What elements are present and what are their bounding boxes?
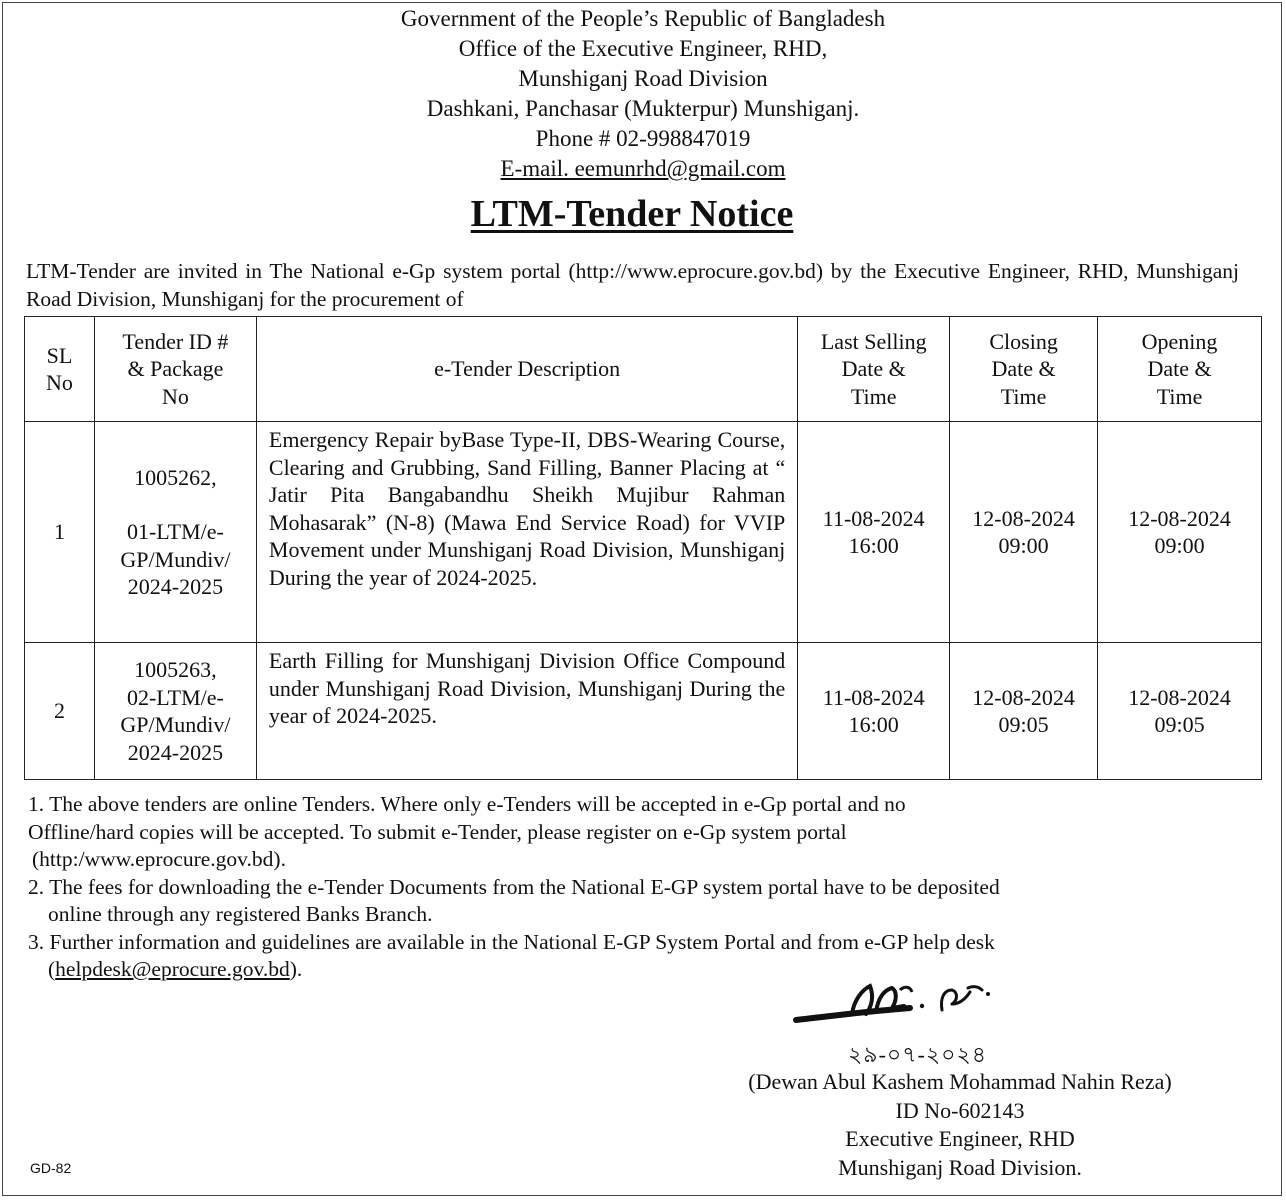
signer-id: ID No-602143 xyxy=(895,1097,1025,1123)
row-closing: 12-08-2024 09:05 xyxy=(950,643,1098,780)
row-closing: 12-08-2024 09:00 xyxy=(950,422,1098,643)
row-opening: 12-08-2024 09:00 xyxy=(1098,422,1262,643)
note-2-line-1: 2. The fees for downloading the e-Tender Documents from the National E-GP system portal have to be deposited xyxy=(28,874,1000,899)
row-sl: 2 xyxy=(25,643,95,780)
notice-title: LTM-Tender Notice xyxy=(470,193,794,235)
signer-name: (Dewan Abul Kashem Mohammad Nahin Reza) xyxy=(748,1069,1172,1094)
note-1-line-2: Offline/hard copies will be accepted. To submit e-Tender, please register on e-Gp system portal xyxy=(28,819,847,844)
header-sl: SL No xyxy=(25,317,95,422)
header-tender-id: Tender ID # & Package No xyxy=(94,317,256,422)
row-sl: 1 xyxy=(25,422,95,643)
table-row xyxy=(25,422,1262,643)
row-opening: 12-08-2024 09:05 xyxy=(1098,643,1262,780)
row-description: Emergency Repair byBase Type-II, DBS-Wearing Course, Clearing and Grubbing, Sand Filling, Banner Placing at “ Jatir Pita Bangabandhu Sheikh Mujibur Rahman Mohasarak” (N-8) (Mawa End Service Road) for VVIP Movement under Munshiganj Road Division, Munshiganj During the year of 2024-2025. xyxy=(256,422,797,643)
row-last-selling: 11-08-2024 16:00 xyxy=(798,422,950,643)
intro-paragraph: LTM-Tender are invited in The National e-Gp system portal (http://www.eprocure.gov.bd) by the Executive Engineer, RHD, Munshiganj Road Division, Munshiganj for the procurement of xyxy=(26,259,1239,311)
office-line: Office of the Executive Engineer, RHD, xyxy=(458,36,828,61)
govt-line: Government of the People’s Republic of Bangladesh xyxy=(400,6,886,31)
table-header-row xyxy=(25,317,1262,422)
signer-division: Munshiganj Road Division. xyxy=(838,1154,1082,1180)
note-3-line-2: (helpdesk@eprocure.gov.bd). xyxy=(48,957,303,981)
note-2-line-2: online through any registered Banks Branch. xyxy=(48,902,433,926)
handwritten-signature xyxy=(792,976,1022,1036)
header-opening: Opening Date & Time xyxy=(1098,317,1262,422)
phone-line: Phone # 02-998847019 xyxy=(535,126,751,151)
email-line: E-mail. eemunrhd@gmail.com xyxy=(500,156,786,181)
tender-table xyxy=(24,316,1262,780)
signature-date: ২৯-০৭-২০২৪ xyxy=(848,1042,988,1067)
signer-block xyxy=(660,1068,1260,1182)
header-last-selling: Last Selling Date & Time xyxy=(798,317,950,422)
note-1-line-3: (http:/www.eprocure.gov.bd). xyxy=(32,847,286,871)
row-tender-id: 1005262, 01-LTM/e- GP/Mundiv/ 2024-2025 xyxy=(94,422,256,643)
note-3-line-1: 3. Further information and guidelines are available in the National E-GP System Portal and from e-GP help desk xyxy=(28,929,995,954)
row-last-selling: 11-08-2024 16:00 xyxy=(798,643,950,780)
notes-section xyxy=(28,791,1258,984)
footer-code: GD-82 xyxy=(30,1160,72,1176)
row-description: Earth Filling for Munshiganj Division Office Compound under Munshiganj Road Division, Munshiganj During the year of 2024-2025. xyxy=(256,643,797,780)
division-line: Munshiganj Road Division xyxy=(518,66,768,91)
header-closing: Closing Date & Time xyxy=(950,317,1098,422)
note-1-line-1: 1. The above tenders are online Tenders. Where only e-Tenders will be accepted in e-Gp portal and no xyxy=(28,792,906,816)
address-line: Dashkani, Panchasar (Mukterpur) Munshiganj. xyxy=(426,96,860,121)
helpdesk-email-link[interactable]: helpdesk@eprocure.gov.bd xyxy=(55,957,290,981)
row-tender-id: 1005263, 02-LTM/e- GP/Mundiv/ 2024-2025 xyxy=(94,643,256,780)
signer-designation: Executive Engineer, RHD xyxy=(845,1126,1075,1151)
table-row xyxy=(25,643,1262,780)
header-description: e-Tender Description xyxy=(256,317,797,422)
letterhead xyxy=(0,4,1286,184)
